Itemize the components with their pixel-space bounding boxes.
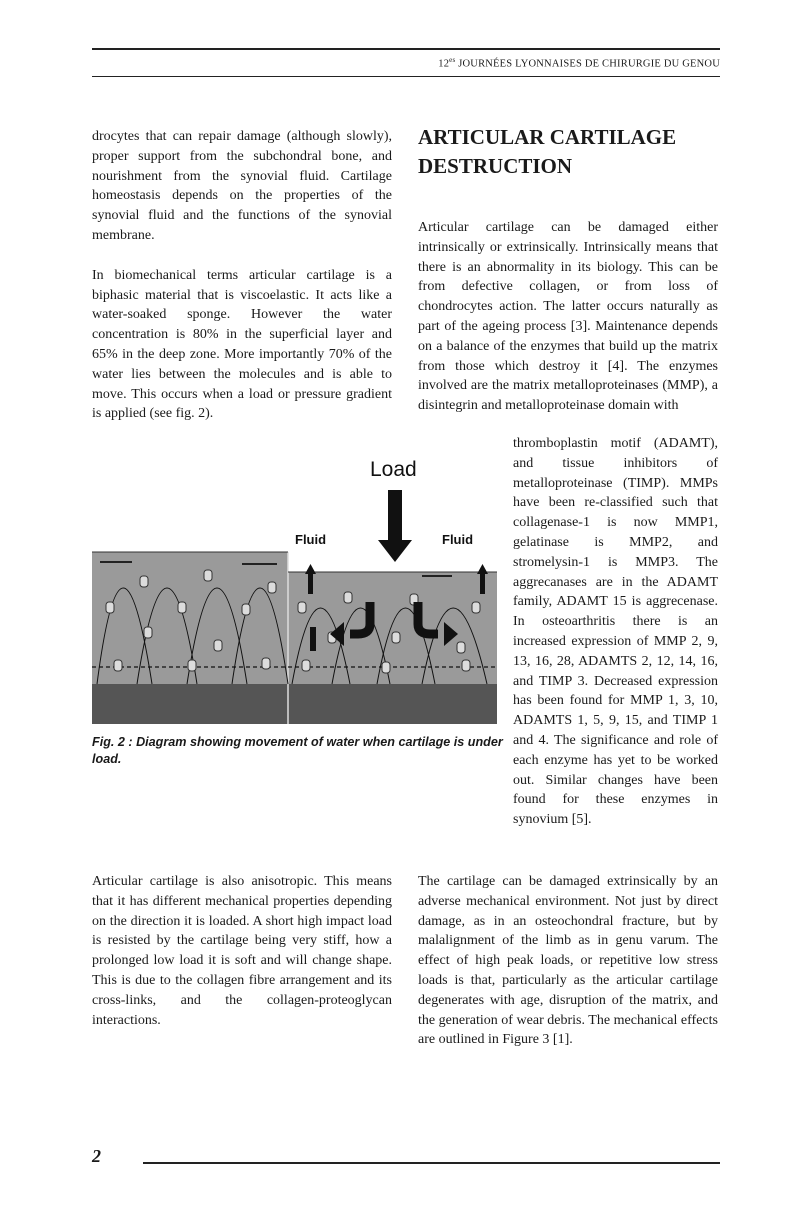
- left-paragraph-1: drocytes that can repair damage (although slowly), proper support from the subchondral bone, and nourishment from the synovial fluid. Cartilage homeostasis depends on the properties of the synovial fluid and the functions of the synovial membrane.: [92, 129, 392, 243]
- fluid-label-left: Fluid: [295, 532, 327, 547]
- cartilage-diagram-svg: [92, 452, 497, 724]
- figure-cartilage-load-diagram: [92, 452, 497, 724]
- figure-caption: Fig. 2 : Diagram showing movement of water when cartilage is under load.: [92, 735, 503, 766]
- fluid-label-right: Fluid: [442, 532, 474, 547]
- section-heading: ARTICULAR CARTILAGE DESTRUCTION: [418, 125, 677, 178]
- left-paragraph-3: Articular cartilage is also anisotropic. This means that it has different mechanical properties depending on the direction it is loaded. A short high impact load is resisted by the cartilage being very stiff, how a prolonged low load it is soft and will change shape. This is due to the collagen fibre arrangement and its cross-links, and the collagen-proteoglycan interactions.: [92, 874, 392, 1028]
- fluid-column-left: [310, 627, 316, 651]
- header-ordinal: 12: [438, 58, 450, 70]
- header-bottom-rule: [92, 76, 720, 77]
- load-label: Load: [370, 458, 417, 481]
- header-journal: JOURNÉES LYONNAISES DE CHIRURGIE DU GENOU: [458, 58, 720, 70]
- page-number: 2: [92, 1146, 101, 1166]
- running-header: [438, 56, 720, 70]
- right-paragraph-1a: Articular cartilage can be damaged either intrinsically or extrinsically. Intrinsically means that there is an abnormality in its biology. This can be from defective collagen, or from loss of chondrocytes action. The latter occurs naturally as part of the ageing process [3]. Maintenance depends on a balance of the enzymes that build up the matrix from those which destroy it [4]. The enzymes involved are the matrix metalloproteinases (MMP), a disintegrin and metalloproteinase domain with: [418, 220, 718, 414]
- right-paragraph-2: The cartilage can be damaged extrinsically by an adverse mechanical environment. Not just by direct damage, as in an osteochondral fracture, but by malalignment of the limb as in genu varum. The effect of high peak loads, or repetitive low stress loads is that, particularly as the articular cartilage degenerates with age, disruption of the matrix, and the generation of wear debris. The mechanical effects are outlined in Figure 3 [1].: [418, 874, 718, 1048]
- right-paragraph-1b: thromboplastin motif (ADAMT), and tissue inhibitors of metalloproteinase (TIMP). MMPs have been re-classified such that collagenase-1 is now MMP1, gelatinase is MMP2, and stromelysin-1 is MMP3. The aggrecanases are in the ADAMT family, ADAMT 15 is aggrecenase. In osteoarthritis there is an increased expression of MMP 2, 9, 13, 16, 28, ADAMTS 2, 12, 14, 16, and TIMP 3. Decreased expression has been found for MMP 1, 3, 10, ADAMTS 1, 5, 9, 15, and TIMP 1 and 4. The significance and role of each enzyme has yet to be worked out. Similar changes have been found for these enzymes in synovium [5].: [513, 436, 718, 828]
- header-ordinal-suffix: es: [449, 56, 456, 64]
- footer-rule: [143, 1162, 720, 1164]
- load-arrow: [378, 490, 412, 562]
- left-column-top: [92, 127, 392, 424]
- left-paragraph-2: In biomechanical terms articular cartilage is a biphasic material that is viscoelastic. It acts like a water-soaked sponge. However the water concentration is 80% in the superficial layer and 65% in the deep zone. More importantly 70% of the water lies between the molecules and is able to move. This occurs when a load or pressure gradient is applied (see fig. 2).: [92, 267, 392, 422]
- header-top-rule: [92, 48, 720, 50]
- subchondral-bone: [92, 684, 497, 724]
